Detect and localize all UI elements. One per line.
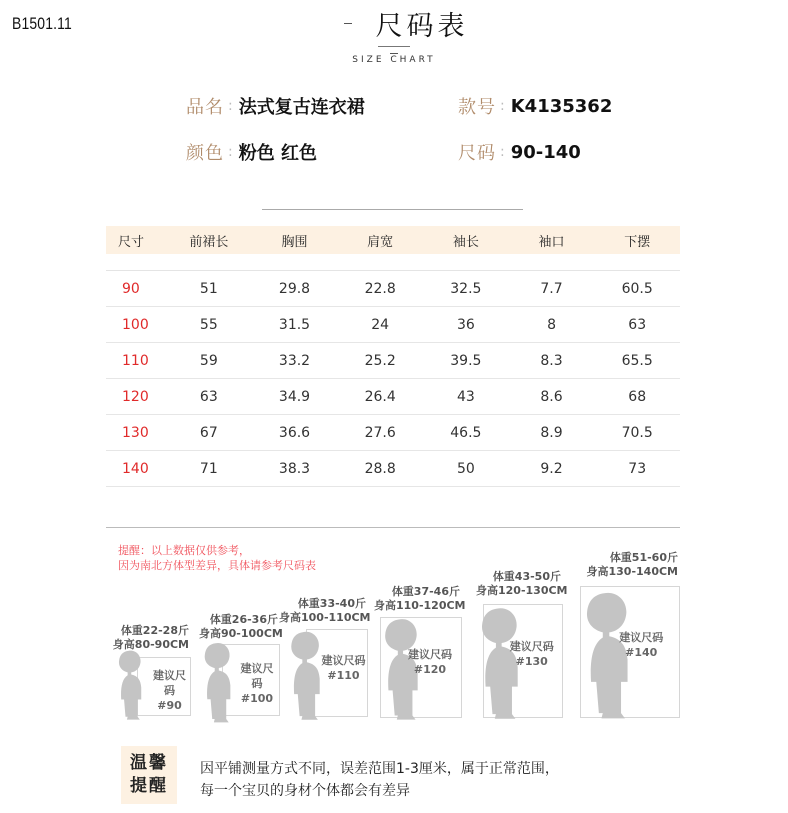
tip-badge-line1: 温馨: [130, 753, 168, 773]
measurement-cell: 27.6: [364, 424, 396, 441]
table-row: [106, 415, 680, 451]
size-guide-spec: [476, 570, 568, 598]
recommended-size: [236, 661, 278, 706]
measurement-cell: 24: [371, 316, 390, 333]
style-number-value: K4135362: [510, 95, 613, 117]
colon: :: [500, 144, 505, 160]
measurement-cell: 63: [628, 316, 647, 333]
measurement-cell: 39.5: [450, 352, 482, 369]
colon: :: [500, 98, 505, 114]
size-range-label: 尺码: [458, 143, 496, 164]
column-header-cuff: 袖口: [538, 234, 565, 250]
recommended-size: [400, 647, 460, 677]
column-header-hem: 下摆: [624, 234, 651, 250]
measurement-cell: 31.5: [278, 316, 311, 333]
divider: [262, 209, 523, 210]
title-dash-right: [390, 53, 398, 54]
tip-text: [200, 758, 559, 802]
size-guide-spec: [199, 613, 283, 641]
measurement-cell: 8.9: [540, 424, 563, 441]
recommended-size: [605, 630, 679, 660]
measurement-cell: 68: [628, 388, 647, 405]
recommended-size-value: #110: [327, 668, 360, 682]
measurement-cell: 36: [456, 316, 475, 333]
table-row: [106, 379, 680, 415]
product-name-value: 法式复古连衣裙: [238, 97, 365, 118]
table-row: [106, 451, 680, 487]
column-header-size: 尺寸: [118, 234, 145, 250]
measurement-cell: 65.5: [621, 352, 653, 369]
tip-badge-line2: 提醒: [130, 776, 168, 796]
info-product-name: [186, 93, 365, 119]
recommended-size-value: #120: [413, 662, 447, 676]
reference-note: [118, 543, 316, 573]
page-title-block: [294, 4, 494, 62]
size-cell: 100: [122, 316, 149, 333]
measurement-cell: 50: [456, 460, 475, 477]
recommended-size-value: #100: [240, 691, 274, 705]
measurement-cell: 22.8: [364, 280, 396, 297]
table-header-row: [106, 226, 680, 254]
column-header-front-length: 前裙长: [189, 234, 229, 250]
recommended-size-label: 建议尺码: [240, 661, 274, 690]
recommended-size-label: 建议尺码: [619, 630, 664, 644]
measurement-cell: 9.2: [540, 460, 563, 477]
measurement-cell: 70.5: [621, 424, 653, 441]
info-style-number: [458, 93, 612, 119]
measurement-cell: 8: [547, 316, 556, 333]
style-number-label: 款号: [458, 97, 496, 118]
weight-range: 体重33-40斤: [297, 597, 366, 610]
size-cell: 110: [122, 352, 149, 369]
size-guide-spec: [112, 624, 189, 652]
colon: :: [228, 144, 233, 160]
measurement-cell: 71: [199, 460, 218, 477]
height-range: 身高130-140CM: [586, 565, 678, 578]
measurement-cell: 28.8: [364, 460, 396, 477]
product-name-label: 品名: [186, 97, 224, 118]
measurement-cell: 25.2: [364, 352, 396, 369]
page-title: 尺码表: [375, 11, 469, 42]
measurement-cell: 32.5: [450, 280, 482, 297]
table-row: [106, 343, 680, 379]
size-cell: 90: [122, 280, 140, 297]
recommended-size: [503, 639, 562, 669]
size-guide-spec: [279, 597, 371, 625]
tip-text-line1: 因平铺测量方式不同，误差范围1-3厘米，属于正常范围，: [200, 761, 559, 777]
table-body: [106, 271, 680, 487]
height-range: 身高120-130CM: [476, 584, 568, 597]
product-code: B1501.11: [12, 14, 72, 33]
recommended-size-label: 建议尺码: [321, 653, 366, 667]
recommended-size-label: 建议尺码: [509, 640, 554, 654]
size-table: [106, 226, 680, 487]
measurement-cell: 7.7: [540, 280, 563, 297]
info-color: [186, 139, 317, 165]
measurement-cell: 43: [456, 388, 475, 405]
recommended-size: [150, 668, 189, 713]
column-header-chest: 胸围: [281, 234, 308, 250]
title-dash-left: [344, 23, 352, 24]
tip-badge: [121, 746, 177, 804]
measurement-cell: 60.5: [621, 280, 653, 297]
weight-range: 体重43-50斤: [492, 570, 561, 583]
column-header-shoulder: 肩宽: [367, 234, 394, 250]
recommended-size-value: #90: [157, 698, 182, 712]
color-value: 粉色 红色: [238, 143, 317, 164]
measurement-cell: 34.9: [278, 388, 311, 405]
column-header-sleeve-length: 袖长: [452, 234, 479, 250]
child-silhouette-icon: [114, 648, 147, 721]
table-row: [106, 307, 680, 343]
measurement-cell: 51: [199, 280, 218, 297]
measurement-cell: 63: [199, 388, 218, 405]
table-row: [106, 271, 680, 307]
info-size-range: [458, 139, 581, 165]
reference-note-line1: 提醒：以上数据仅供参考，: [118, 544, 250, 557]
weight-range: 体重51-60斤: [609, 551, 678, 564]
colon: :: [228, 98, 233, 114]
table-spacer: [106, 254, 680, 271]
measurement-cell: 29.8: [278, 280, 311, 297]
size-guide-spec: [374, 585, 466, 613]
measurement-cell: 59: [199, 352, 218, 369]
height-range: 身高100-110CM: [279, 611, 371, 624]
tip-text-line2: 每一个宝贝的身材个体都会有差异: [200, 783, 410, 799]
size-cell: 130: [122, 424, 149, 441]
measurement-cell: 33.2: [278, 352, 311, 369]
weight-range: 体重22-28斤: [120, 624, 189, 637]
measurement-cell: 46.5: [450, 424, 482, 441]
measurement-cell: 8.3: [540, 352, 563, 369]
page-subtitle: SIZE CHART: [352, 55, 436, 65]
size-guide-spec: [584, 551, 678, 579]
divider: [106, 527, 680, 528]
recommended-size-value: #140: [625, 645, 658, 659]
color-label: 颜色: [186, 143, 224, 164]
recommended-size-label: 建议尺码: [408, 647, 452, 661]
height-range: 身高110-120CM: [374, 599, 466, 612]
recommended-size: [321, 653, 366, 683]
child-silhouette-icon: [199, 640, 237, 724]
weight-range: 体重26-36斤: [209, 613, 278, 626]
title-underline: [378, 46, 410, 47]
reference-note-line2: 因为南北方体型差异，具体请参考尺码表: [118, 559, 316, 572]
measurement-cell: 26.4: [364, 388, 396, 405]
measurement-cell: 36.6: [278, 424, 311, 441]
recommended-size-label: 建议尺码: [153, 668, 186, 697]
height-range: 身高90-100CM: [199, 627, 283, 640]
measurement-cell: 8.6: [540, 388, 563, 405]
size-range-value: 90-140: [510, 141, 581, 163]
recommended-size-value: #130: [515, 655, 548, 669]
measurement-cell: 73: [628, 460, 647, 477]
weight-range: 体重37-46斤: [391, 585, 460, 598]
measurement-cell: 38.3: [278, 460, 311, 477]
size-cell: 140: [122, 460, 149, 477]
measurement-cell: 55: [199, 316, 218, 333]
measurement-cell: 67: [199, 424, 218, 441]
size-cell: 120: [122, 388, 149, 405]
height-range: 身高80-90CM: [112, 638, 189, 651]
